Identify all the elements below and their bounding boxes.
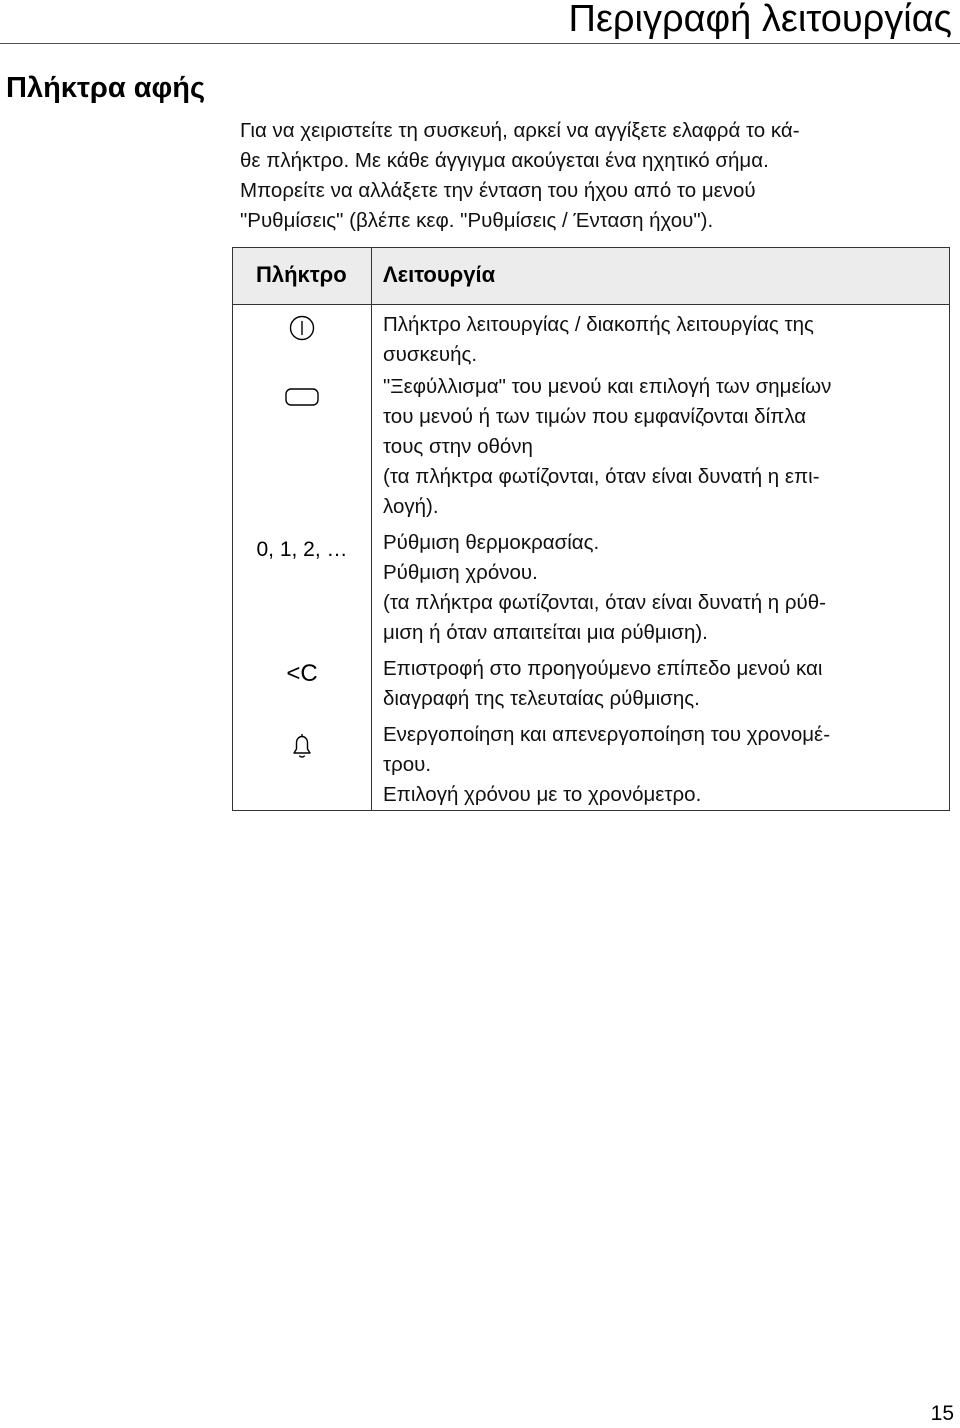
page-number: 15 — [930, 1402, 954, 1425]
column-header-key: Πλήκτρο — [256, 262, 347, 287]
intro-line: θε πλήκτρο. Με κάθε άγγιγμα ακούγεται ένα ηχητικό σήμα. — [240, 149, 769, 172]
function-line: (τα πλήκτρα φωτίζονται, όταν είναι δυνατή η επι- — [383, 465, 820, 488]
function-line: Ρύθμιση χρόνου. — [383, 561, 538, 584]
key-cell — [233, 314, 371, 347]
function-cell — [383, 528, 943, 648]
function-line: Πλήκτρο λειτουργίας / διακοπής λειτουργίας της — [383, 313, 814, 336]
intro-paragraph — [240, 116, 955, 236]
function-line: Ενεργοποίηση και απενεργοποίηση του χρονομέ- — [383, 723, 831, 746]
section-title: Πλήκτρα αφής — [6, 72, 206, 104]
function-line: λογή). — [383, 495, 439, 518]
function-line: μιση ή όταν απαιτείται μια ρύθμιση). — [383, 621, 708, 644]
function-line: "Ξεφύλλισμα" του μενού και επιλογή των σημείων — [383, 375, 832, 398]
function-line: συσκευής. — [383, 343, 478, 366]
digit-keys-label: 0, 1, 2, … — [256, 538, 348, 561]
back-clear-key-label: <C — [286, 660, 318, 687]
table-header-row — [233, 248, 949, 305]
function-cell — [383, 654, 943, 714]
rounded-rectangle-key-icon — [285, 388, 319, 411]
function-cell — [383, 372, 943, 522]
page-header-title: Περιγραφή λειτουργίας — [568, 0, 952, 40]
column-divider — [371, 248, 372, 810]
function-line: τους στην οθόνη — [383, 435, 533, 458]
function-line: του μενού ή των τιμών που εμφανίζονται δίπλα — [383, 405, 807, 428]
intro-line: Για να χειριστείτε τη συσκευή, αρκεί να αγγίξετε ελαφρά το κά- — [240, 119, 800, 142]
function-line: Επιλογή χρόνου με το χρονόμετρο. — [383, 783, 702, 806]
power-icon — [288, 314, 316, 347]
key-cell — [233, 538, 371, 562]
key-cell — [233, 388, 371, 411]
key-cell — [233, 732, 371, 765]
function-line: Επιστροφή στο προηγούμενο επίπεδο μενού και — [383, 657, 823, 680]
bell-timer-icon — [289, 732, 315, 765]
function-line: τρου. — [383, 753, 432, 776]
intro-line: "Ρυθμίσεις" (βλέπε κεφ. "Ρυθμίσεις / Ένταση ήχου"). — [240, 209, 714, 232]
function-cell — [383, 720, 943, 810]
touch-keys-table — [232, 247, 950, 811]
intro-line: Μπορείτε να αλλάξετε την ένταση του ήχου από το μενού — [240, 179, 756, 202]
function-cell — [383, 310, 943, 370]
function-line: διαγραφή της τελευταίας ρύθμισης. — [383, 687, 700, 710]
column-header-function: Λειτουργία — [383, 262, 496, 287]
key-cell — [233, 660, 371, 688]
function-line: (τα πλήκτρα φωτίζονται, όταν είναι δυνατή η ρύθ- — [383, 591, 826, 614]
function-line: Ρύθμιση θερμοκρασίας. — [383, 531, 600, 554]
header-divider — [0, 43, 960, 44]
